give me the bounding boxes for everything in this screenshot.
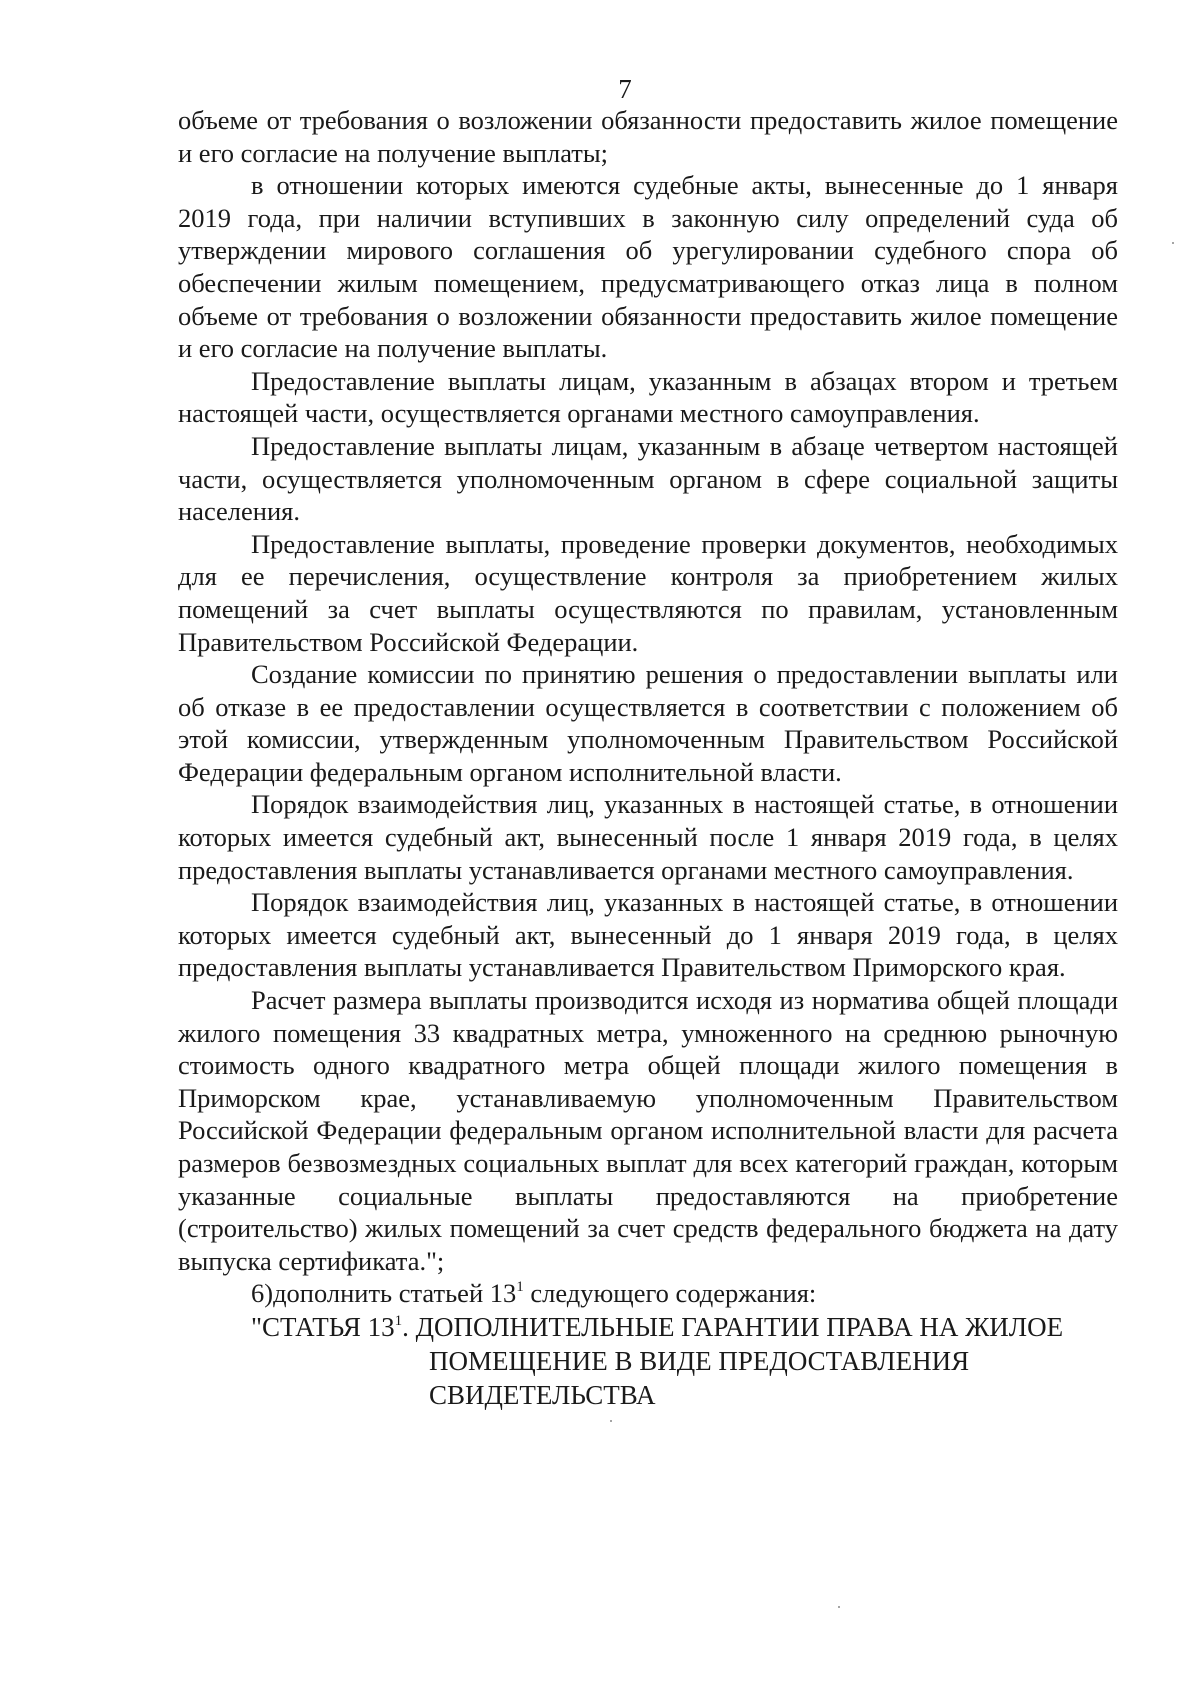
page-number: 7 xyxy=(618,74,632,104)
scan-speck xyxy=(838,1606,840,1608)
article-heading-line-1 xyxy=(251,1310,1118,1344)
amendment-item-suffix: следующего содержания: xyxy=(523,1278,817,1309)
paragraph: в отношении которых имеются судебные акты, вынесенные до 1 января 2019 года, при наличии вступивших в законную силу определений суда об утверждении мирового соглашения об урегулировании судебного спора об обеспечении жилым помещением, предусматривающего отказ лица в полном объеме от требования о возложении обязанности предоставить жилое помещение и его согласие на получение выплаты. xyxy=(178,170,1118,364)
paragraph: Расчет размера выплаты производится исходя из норматива общей площади жилого помещения 33 квадратных метра, умноженного на среднюю рыночную стоимость одного квадратного метра общей площади жилого помещения в Приморском крае, устанавливаемую уполномоченным Правительством Российской Федерации федеральным органом исполнительной власти для расчета размеров безвозмездных социальных выплат для всех категорий граждан, которым указанные социальные выплаты предоставляются на приобретение (строительство) жилых помещений за счет средств федерального бюджета на дату выпуска сертификата."; xyxy=(178,985,1118,1276)
paragraph: Создание комиссии по принятию решения о предоставлении выплаты или об отказе в ее предоставлении осуществляется в соответствии с положением об этой комиссии, утвержденным уполномоченным Правительством Российской Федерации федеральным органом исполнительной власти. xyxy=(178,659,1118,787)
article-heading-line-2: ПОМЕЩЕНИЕ В ВИДЕ ПРЕДОСТАВЛЕНИЯ xyxy=(429,1345,970,1376)
article-heading-title: . ДОПОЛНИТЕЛЬНЫЕ ГАРАНТИИ ПРАВА НА ЖИЛОЕ xyxy=(402,1311,1064,1342)
article-heading-line-3: СВИДЕТЕЛЬСТВА xyxy=(429,1379,656,1410)
paragraph: Порядок взаимодействия лиц, указанных в настоящей статье, в отношении которых имеется судебный акт, вынесенный до 1 января 2019 года, в целях предоставления выплаты устанавливается Правительством Приморского края. xyxy=(178,887,1118,983)
paragraph: Предоставление выплаты, проведение проверки документов, необходимых для ее перечисления, осуществление контроля за приобретением жилых помещений за счет выплаты осуществляются по правилам, установленным Правительством Российской Федерации. xyxy=(178,528,1118,657)
paragraph: Порядок взаимодействия лиц, указанных в настоящей статье, в отношении которых имеется судебный акт, вынесенный после 1 января 2019 года, в целях предоставления выплаты устанавливается органами местного самоуправления. xyxy=(178,789,1118,885)
amendment-item-prefix: 6)дополнить статьей 13 xyxy=(251,1278,517,1309)
article-heading-prefix: "СТАТЬЯ 13 xyxy=(251,1311,395,1342)
superscript: 1 xyxy=(516,1279,524,1296)
document-body xyxy=(178,104,1118,1412)
superscript: 1 xyxy=(394,1312,403,1329)
scan-speck xyxy=(610,1420,612,1422)
scan-speck xyxy=(1172,242,1174,244)
paragraph-continuation: объеме от требования о возложении обязанности предоставить жилое помещение и его согласие на получение выплаты; xyxy=(178,105,1118,168)
article-heading xyxy=(251,1310,1118,1412)
paragraph: Предоставление выплаты лицам, указанным в абзацах втором и третьем настоящей части, осуществляется органами местного самоуправления. xyxy=(178,365,1118,429)
paragraph: Предоставление выплаты лицам, указанным в абзаце четвертом настоящей части, осуществляется уполномоченным органом в сфере социальной защиты населения. xyxy=(178,430,1118,527)
amendment-item-6 xyxy=(251,1277,1118,1310)
